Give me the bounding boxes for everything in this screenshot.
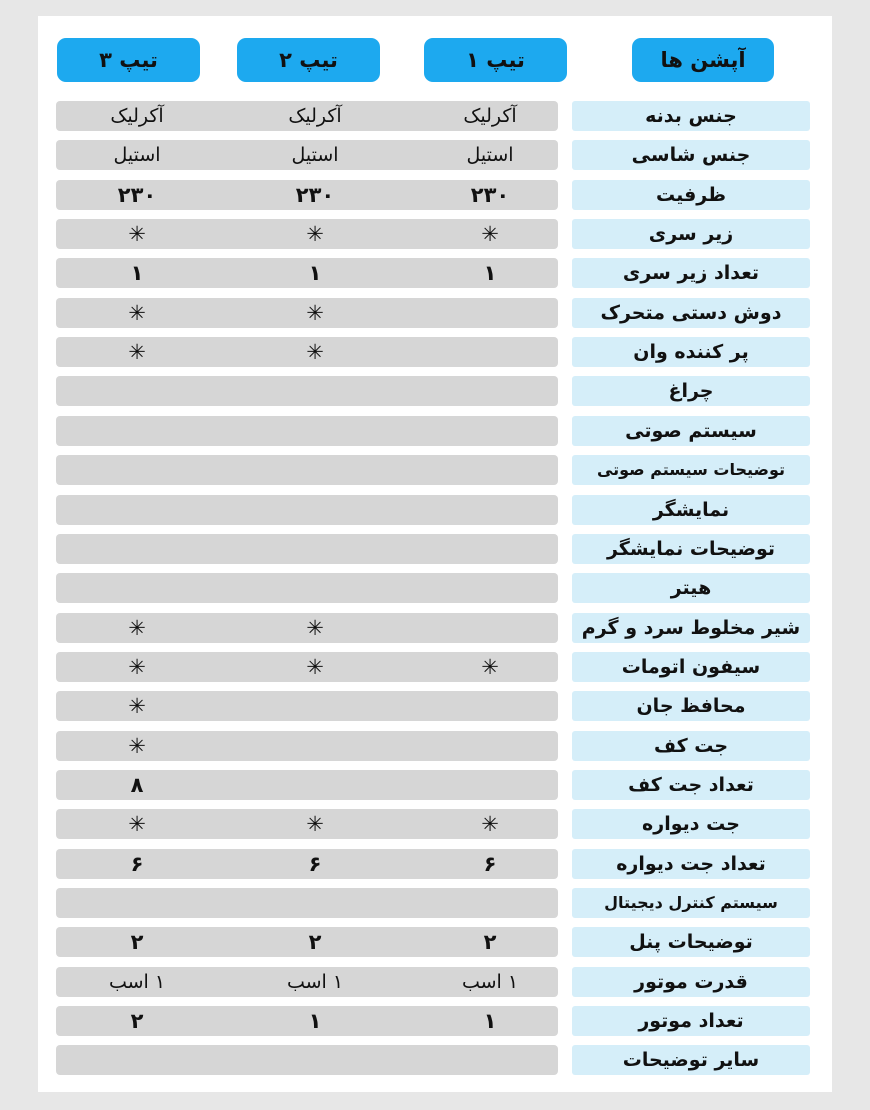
type-3-value: ✳ [128, 655, 146, 679]
spec-row [0, 731, 870, 761]
spec-row [0, 967, 870, 997]
type-2-value: ۱ اسب [286, 971, 344, 993]
option-label: توضیحات سیستم صوتی [572, 455, 810, 485]
option-label: سیستم کنترل دیجیتال [572, 888, 810, 918]
type-2-value: ۱ [308, 261, 322, 285]
spec-row [0, 140, 870, 170]
type-3-value [77, 888, 197, 918]
type-3-value [77, 534, 197, 564]
type-2-value: ✳ [306, 812, 324, 836]
option-label: تعداد جت کف [572, 770, 810, 800]
type-2-value [255, 770, 375, 800]
option-label: جنس شاسی [572, 140, 810, 170]
type-3-value: ✳ [128, 694, 146, 718]
type-2-value: ۶ [308, 852, 322, 876]
header-type-1: تیپ ۱ [424, 38, 567, 82]
type-2-value: ✳ [306, 301, 324, 325]
option-label: سیفون اتومات [572, 652, 810, 682]
type-3-value [77, 416, 197, 446]
option-label: ظرفیت [572, 180, 810, 210]
type-1-value [430, 416, 550, 446]
spec-row [0, 691, 870, 721]
type-2-value: ✳ [306, 340, 324, 364]
option-label: هیتر [572, 573, 810, 603]
spec-row [0, 1045, 870, 1075]
type-1-value [430, 337, 550, 367]
spec-row [0, 455, 870, 485]
type-3-value: ۸ [130, 773, 144, 797]
spec-row [0, 652, 870, 682]
type-2-value [255, 573, 375, 603]
option-label: جت کف [572, 731, 810, 761]
spec-row [0, 416, 870, 446]
spec-row [0, 298, 870, 328]
type-3-value: ✳ [128, 222, 146, 246]
type-2-value [255, 534, 375, 564]
type-2-value [255, 888, 375, 918]
spec-row [0, 770, 870, 800]
type-3-value: ۱ [130, 261, 144, 285]
header-type-3: تیپ ۳ [57, 38, 200, 82]
type-3-value: ۲۳۰ [117, 183, 157, 207]
spec-row [0, 180, 870, 210]
type-3-value: ✳ [128, 340, 146, 364]
option-label: قدرت موتور [572, 967, 810, 997]
type-2-value: ✳ [306, 222, 324, 246]
type-2-value: آکرلیک [288, 105, 342, 127]
spec-row [0, 1006, 870, 1036]
type-3-value: آکرلیک [110, 105, 164, 127]
type-3-value: ✳ [128, 734, 146, 758]
option-label: تعداد زیر سری [572, 258, 810, 288]
spec-row [0, 888, 870, 918]
type-3-value: ۲ [130, 930, 144, 954]
type-1-value [430, 691, 550, 721]
type-3-value [77, 1045, 197, 1075]
spec-row [0, 376, 870, 406]
type-1-value [430, 888, 550, 918]
type-3-value: ۶ [130, 852, 144, 876]
type-2-value [255, 731, 375, 761]
option-label: جت دیواره [572, 809, 810, 839]
type-1-value [430, 534, 550, 564]
spec-row [0, 337, 870, 367]
type-3-value: ۲ [130, 1009, 144, 1033]
type-2-value: ۲۳۰ [295, 183, 335, 207]
type-1-value: ۲۳۰ [470, 183, 510, 207]
type-1-value: ✳ [481, 222, 499, 246]
spec-row [0, 613, 870, 643]
type-1-value: ۱ [483, 1009, 497, 1033]
type-1-value: ✳ [481, 655, 499, 679]
type-2-value [255, 495, 375, 525]
type-2-value: استیل [291, 144, 339, 166]
type-2-value [255, 416, 375, 446]
type-3-value [77, 455, 197, 485]
type-1-value [430, 770, 550, 800]
spec-row [0, 101, 870, 131]
type-2-value [255, 1045, 375, 1075]
spec-row [0, 534, 870, 564]
type-2-value: ۱ [308, 1009, 322, 1033]
type-1-value [430, 495, 550, 525]
option-label: دوش دستی متحرک [572, 298, 810, 328]
spec-row [0, 809, 870, 839]
type-1-value: ۱ اسب [461, 971, 519, 993]
spec-row [0, 927, 870, 957]
type-1-value: ✳ [481, 812, 499, 836]
spec-row [0, 258, 870, 288]
type-2-value [255, 455, 375, 485]
type-3-value [77, 495, 197, 525]
type-3-value: ✳ [128, 812, 146, 836]
option-label: توضیحات پنل [572, 927, 810, 957]
type-1-value [430, 376, 550, 406]
spec-row [0, 495, 870, 525]
type-1-value [430, 613, 550, 643]
option-label: پر کننده وان [572, 337, 810, 367]
type-3-value: ✳ [128, 301, 146, 325]
option-label: تعداد موتور [572, 1006, 810, 1036]
type-3-value: ✳ [128, 616, 146, 640]
type-3-value [77, 376, 197, 406]
header-type-2: تیپ ۲ [237, 38, 380, 82]
type-1-value: ۲ [483, 930, 497, 954]
type-1-value [430, 573, 550, 603]
type-1-value: آکرلیک [463, 105, 517, 127]
type-1-value: ۶ [483, 852, 497, 876]
option-label: جنس بدنه [572, 101, 810, 131]
option-label: شیر مخلوط سرد و گرم [572, 613, 810, 643]
header-options: آپشن ها [632, 38, 774, 82]
type-3-value: استیل [113, 144, 161, 166]
type-2-value: ۲ [308, 930, 322, 954]
type-1-value [430, 298, 550, 328]
option-label: نمایشگر [572, 495, 810, 525]
type-2-value [255, 376, 375, 406]
option-label: محافظ جان [572, 691, 810, 721]
type-1-value [430, 1045, 550, 1075]
type-2-value: ✳ [306, 655, 324, 679]
option-label: تعداد جت دیواره [572, 849, 810, 879]
option-label: سایر توضیحات [572, 1045, 810, 1075]
type-1-value: استیل [466, 144, 514, 166]
type-3-value: ۱ اسب [108, 971, 166, 993]
option-label: سیستم صوتی [572, 416, 810, 446]
type-2-value: ✳ [306, 616, 324, 640]
type-1-value [430, 731, 550, 761]
type-1-value: ۱ [483, 261, 497, 285]
option-label: چراغ [572, 376, 810, 406]
type-1-value [430, 455, 550, 485]
type-3-value [77, 573, 197, 603]
spec-row [0, 219, 870, 249]
type-2-value [255, 691, 375, 721]
option-label: توضیحات نمایشگر [572, 534, 810, 564]
spec-row [0, 573, 870, 603]
option-label: زیر سری [572, 219, 810, 249]
spec-row [0, 849, 870, 879]
